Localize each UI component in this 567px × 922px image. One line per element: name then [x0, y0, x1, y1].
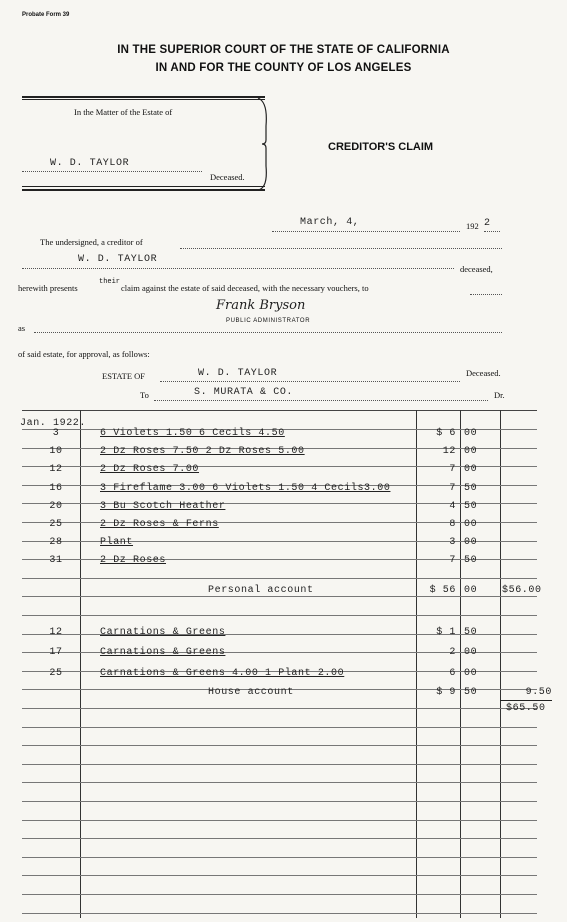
entry-cents: 50	[464, 555, 478, 567]
entry-cents: 00	[464, 519, 478, 530]
presents-text-b: claim against the estate of said deceased, with the necessary vouchers, to	[121, 283, 369, 293]
deceased-name-line	[22, 268, 454, 269]
vouchers-line	[470, 294, 502, 295]
ledger-rule	[22, 838, 537, 839]
entry-cents: 00	[464, 537, 478, 549]
dr-label: Dr.	[494, 390, 505, 400]
year-line	[484, 231, 500, 232]
entry-cents: 00	[464, 647, 478, 659]
entry-cents: 50	[464, 500, 478, 512]
house-dollars: $ 9	[436, 687, 456, 698]
creditor-name: S. MURATA & CO.	[194, 387, 294, 398]
entry-dollars: $ 6	[436, 428, 456, 439]
date-line	[272, 231, 460, 232]
approval-text: of said estate, for approval, as follows:	[18, 349, 150, 359]
entry-day: 12	[49, 627, 63, 638]
entry-dollars: 2	[449, 647, 456, 659]
caption-bottom-rule-2	[22, 189, 265, 191]
ledger-rule	[22, 894, 537, 895]
deceased-label: deceased,	[460, 264, 493, 274]
entry-cents: 50	[464, 627, 478, 638]
caption-bottom-rule	[22, 186, 265, 187]
as-line	[34, 332, 502, 333]
ledger-month: Jan. 1922.	[20, 418, 87, 429]
ledger-rule	[22, 745, 537, 746]
creditor-line	[180, 248, 502, 249]
entry-day: 16	[49, 482, 63, 494]
ledger-col-total	[500, 410, 501, 918]
ledger-rule	[22, 801, 537, 802]
entry-desc: 2 Dz Roses 7.50 2 Dz Roses 5.00	[100, 446, 305, 458]
date-year-prefix: 192	[466, 221, 479, 231]
house-total: 9.50	[525, 687, 552, 698]
house-cents: 50	[464, 687, 478, 698]
entry-day: 20	[49, 500, 63, 512]
house-account-label: House account	[208, 687, 294, 698]
creditor-of-name: W. D. TAYLOR	[78, 254, 158, 265]
caption-matter: In the Matter of the Estate of	[74, 107, 173, 117]
personal-account-label: Personal account	[208, 585, 314, 596]
entry-day: 25	[49, 519, 63, 530]
personal-cents: 00	[464, 585, 478, 596]
ledger-rule	[22, 764, 537, 765]
entry-dollars: 12	[442, 446, 456, 458]
ledger-rule	[22, 875, 537, 876]
entry-dollars: 7	[449, 464, 456, 476]
estate-of-label: ESTATE OF	[102, 371, 146, 381]
ledger-rule	[22, 727, 537, 728]
estate-name: W. D. TAYLOR	[198, 368, 278, 379]
entry-day: 17	[49, 647, 63, 659]
entry-desc: 3 Fireflame 3.00 6 Violets 1.50 4 Cecils3.00	[100, 482, 391, 494]
estate-of-line	[160, 381, 460, 382]
ledger-rule	[22, 782, 537, 783]
as-label: as	[18, 323, 26, 333]
entry-desc: Carnations & Greens 4.00 1 Plant 2.00	[100, 667, 345, 679]
their-insert: their	[99, 278, 121, 286]
ledger-rule	[22, 615, 537, 616]
court-name-line1: IN THE SUPERIOR COURT OF THE STATE OF CALIFORNIA	[117, 44, 450, 56]
entry-dollars: 7	[449, 482, 456, 494]
entry-desc: Carnations & Greens	[100, 627, 226, 638]
entry-desc: 2 Dz Roses	[100, 555, 167, 567]
form-number: Probate Form 39	[22, 12, 70, 18]
ledger-col-dollars	[416, 410, 417, 918]
personal-dollars: $ 56	[429, 585, 456, 596]
ledger-col-date	[80, 410, 81, 918]
entry-desc: Plant	[100, 537, 134, 549]
entry-day: 12	[49, 464, 63, 476]
caption-bracket	[256, 96, 272, 192]
entry-day: 25	[49, 667, 63, 679]
entry-dollars: 4	[449, 500, 456, 512]
date-month-day: March, 4,	[300, 217, 360, 228]
entry-cents: 00	[464, 428, 478, 439]
entry-dollars: $ 1	[436, 627, 456, 638]
to-label: To	[140, 390, 149, 400]
document-title: CREDITOR'S CLAIM	[328, 141, 434, 153]
entry-dollars: 7	[449, 555, 456, 567]
entry-dollars: 3	[449, 537, 456, 549]
ledger-rule	[22, 578, 537, 579]
caption-top-rule	[22, 96, 265, 98]
ledger-rule	[22, 913, 537, 914]
entry-dollars: 8	[449, 519, 456, 530]
caption-estate-name: W. D. TAYLOR	[50, 158, 130, 169]
signature: Frank Bryson	[216, 298, 306, 313]
caption-top-rule-2	[22, 99, 265, 100]
entry-desc: 2 Dz Roses & Ferns	[100, 519, 219, 530]
entry-desc: 3 Bu Scotch Heather	[100, 500, 226, 512]
entry-dollars: 6	[449, 667, 456, 679]
caption-deceased: Deceased.	[210, 172, 245, 182]
presents-text-a: herewith presents	[18, 283, 78, 293]
caption-name-line	[22, 171, 202, 172]
public-administrator: PUBLIC ADMINISTRATOR	[226, 318, 311, 324]
ledger-rule	[22, 708, 537, 709]
entry-desc: 2 Dz Roses 7.00	[100, 464, 200, 476]
entry-day: 3	[52, 428, 60, 439]
date-year-suffix: 2	[484, 218, 491, 229]
court-name-line2: IN AND FOR THE COUNTY OF LOS ANGELES	[155, 62, 412, 74]
entry-desc: Carnations & Greens	[100, 647, 226, 659]
ledger-rule	[22, 820, 537, 821]
personal-total: $56.00	[502, 585, 542, 596]
entry-day: 10	[49, 446, 63, 458]
grand-total-rule	[500, 700, 552, 701]
ledger-col-cents	[460, 410, 461, 918]
undersigned-text: The undersigned, a creditor of	[40, 237, 143, 247]
estate-deceased: Deceased.	[466, 368, 501, 378]
entry-cents: 50	[464, 482, 478, 494]
entry-desc: 6 Violets 1.50 6 Cecils 4.50	[100, 428, 285, 439]
entry-cents: 00	[464, 667, 478, 679]
entry-cents: 00	[464, 464, 478, 476]
to-line	[154, 400, 488, 401]
entry-cents: 00	[464, 446, 478, 458]
entry-day: 28	[49, 537, 63, 549]
entry-day: 31	[49, 555, 63, 567]
grand-total: $65.50	[506, 703, 546, 714]
ledger-rule	[22, 596, 537, 597]
ledger-rule	[22, 857, 537, 858]
